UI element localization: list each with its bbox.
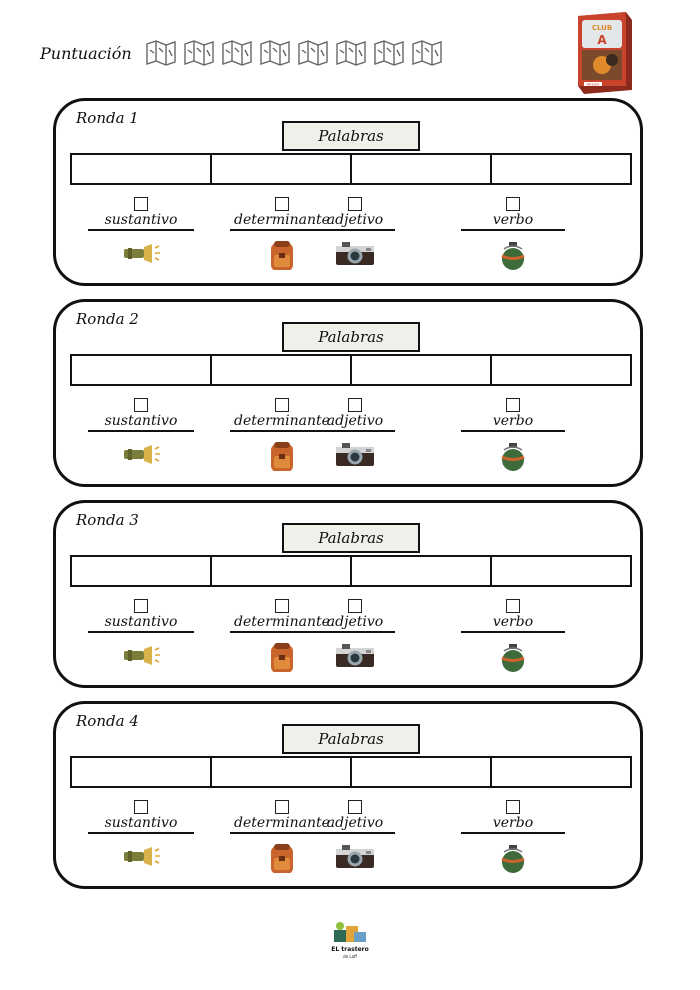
category-verbo <box>461 398 565 472</box>
answer-cell[interactable] <box>492 758 630 786</box>
canteen-icon <box>461 842 565 874</box>
answer-cell[interactable] <box>72 155 212 183</box>
category-checkbox[interactable] <box>348 800 362 814</box>
answer-row <box>70 555 632 587</box>
category-label: determinante <box>230 212 334 231</box>
category-checkbox[interactable] <box>275 800 289 814</box>
answer-cell[interactable] <box>492 155 630 183</box>
canteen-icon <box>461 641 565 673</box>
category-checkbox[interactable] <box>348 599 362 613</box>
answer-cell[interactable] <box>72 356 212 384</box>
category-row <box>56 398 640 478</box>
category-label: determinante <box>230 815 334 834</box>
canteen-icon <box>461 239 565 271</box>
category-checkbox[interactable] <box>134 398 148 412</box>
round-label: Ronda 2 <box>76 310 139 328</box>
answer-cell[interactable] <box>492 557 630 585</box>
map-icon <box>410 38 444 68</box>
camera-icon <box>315 641 395 669</box>
words-header: Palabras <box>282 121 420 151</box>
category-sustantivo <box>88 599 194 669</box>
score-label: Puntuación <box>40 43 132 63</box>
category-checkbox[interactable] <box>134 800 148 814</box>
footer-logo <box>330 918 370 960</box>
category-label: determinante <box>230 614 334 633</box>
category-checkbox[interactable] <box>348 398 362 412</box>
answer-cell[interactable] <box>212 356 352 384</box>
category-verbo <box>461 800 565 874</box>
camera-icon <box>315 440 395 468</box>
answer-cell[interactable] <box>212 758 352 786</box>
category-label: adjetivo <box>315 614 395 633</box>
map-icon <box>334 38 368 68</box>
round-label: Ronda 4 <box>76 712 139 730</box>
map-icon <box>144 38 178 68</box>
map-icon <box>182 38 216 68</box>
category-sustantivo <box>88 800 194 870</box>
category-row <box>56 599 640 679</box>
round-label: Ronda 3 <box>76 511 139 529</box>
category-checkbox[interactable] <box>506 398 520 412</box>
category-checkbox[interactable] <box>506 599 520 613</box>
category-adjetivo <box>315 197 395 267</box>
map-icon <box>372 38 406 68</box>
answer-cell[interactable] <box>72 758 212 786</box>
category-label: sustantivo <box>88 815 194 834</box>
category-label: adjetivo <box>315 212 395 231</box>
footer-brand: EL trastero <box>331 946 369 953</box>
round-card <box>53 701 643 889</box>
category-adjetivo <box>315 398 395 468</box>
map-icon <box>258 38 292 68</box>
camera-icon <box>315 842 395 870</box>
category-label: verbo <box>461 413 565 432</box>
score-header <box>40 38 444 68</box>
canteen-icon <box>461 440 565 472</box>
category-row <box>56 197 640 277</box>
words-header: Palabras <box>282 724 420 754</box>
category-label: determinante <box>230 413 334 432</box>
category-checkbox[interactable] <box>275 197 289 211</box>
category-checkbox[interactable] <box>506 800 520 814</box>
game-box-image <box>572 10 636 96</box>
category-checkbox[interactable] <box>134 197 148 211</box>
flashlight-icon <box>88 239 194 267</box>
category-adjetivo <box>315 599 395 669</box>
map-icon <box>220 38 254 68</box>
answer-cell[interactable] <box>72 557 212 585</box>
category-label: sustantivo <box>88 614 194 633</box>
answer-row <box>70 354 632 386</box>
answer-cell[interactable] <box>492 356 630 384</box>
category-row <box>56 800 640 880</box>
category-label: adjetivo <box>315 413 395 432</box>
map-icon <box>296 38 330 68</box>
category-adjetivo <box>315 800 395 870</box>
category-label: sustantivo <box>88 413 194 432</box>
round-card <box>53 500 643 688</box>
answer-cell[interactable] <box>352 155 492 183</box>
score-maps <box>144 38 444 68</box>
trastero-logo-icon <box>330 918 370 946</box>
svg-text:A: A <box>597 33 607 47</box>
flashlight-icon <box>88 842 194 870</box>
flashlight-icon <box>88 641 194 669</box>
category-verbo <box>461 599 565 673</box>
category-label: verbo <box>461 212 565 231</box>
category-checkbox[interactable] <box>275 398 289 412</box>
category-checkbox[interactable] <box>506 197 520 211</box>
answer-row <box>70 756 632 788</box>
answer-cell[interactable] <box>352 356 492 384</box>
svg-text:CLUB: CLUB <box>591 24 613 32</box>
svg-text:Atremo: Atremo <box>586 82 600 87</box>
category-label: verbo <box>461 614 565 633</box>
category-verbo <box>461 197 565 271</box>
round-card <box>53 98 643 286</box>
words-header: Palabras <box>282 322 420 352</box>
answer-row <box>70 153 632 185</box>
category-label: verbo <box>461 815 565 834</box>
camera-icon <box>315 239 395 267</box>
category-label: adjetivo <box>315 815 395 834</box>
category-sustantivo <box>88 398 194 468</box>
answer-cell[interactable] <box>212 155 352 183</box>
category-checkbox[interactable] <box>134 599 148 613</box>
flashlight-icon <box>88 440 194 468</box>
footer-sub: de Laff <box>343 954 357 959</box>
answer-cell[interactable] <box>352 557 492 585</box>
answer-cell[interactable] <box>212 557 352 585</box>
round-label: Ronda 1 <box>76 109 139 127</box>
category-checkbox[interactable] <box>275 599 289 613</box>
words-header: Palabras <box>282 523 420 553</box>
round-card <box>53 299 643 487</box>
category-label: sustantivo <box>88 212 194 231</box>
answer-cell[interactable] <box>352 758 492 786</box>
category-sustantivo <box>88 197 194 267</box>
category-checkbox[interactable] <box>348 197 362 211</box>
